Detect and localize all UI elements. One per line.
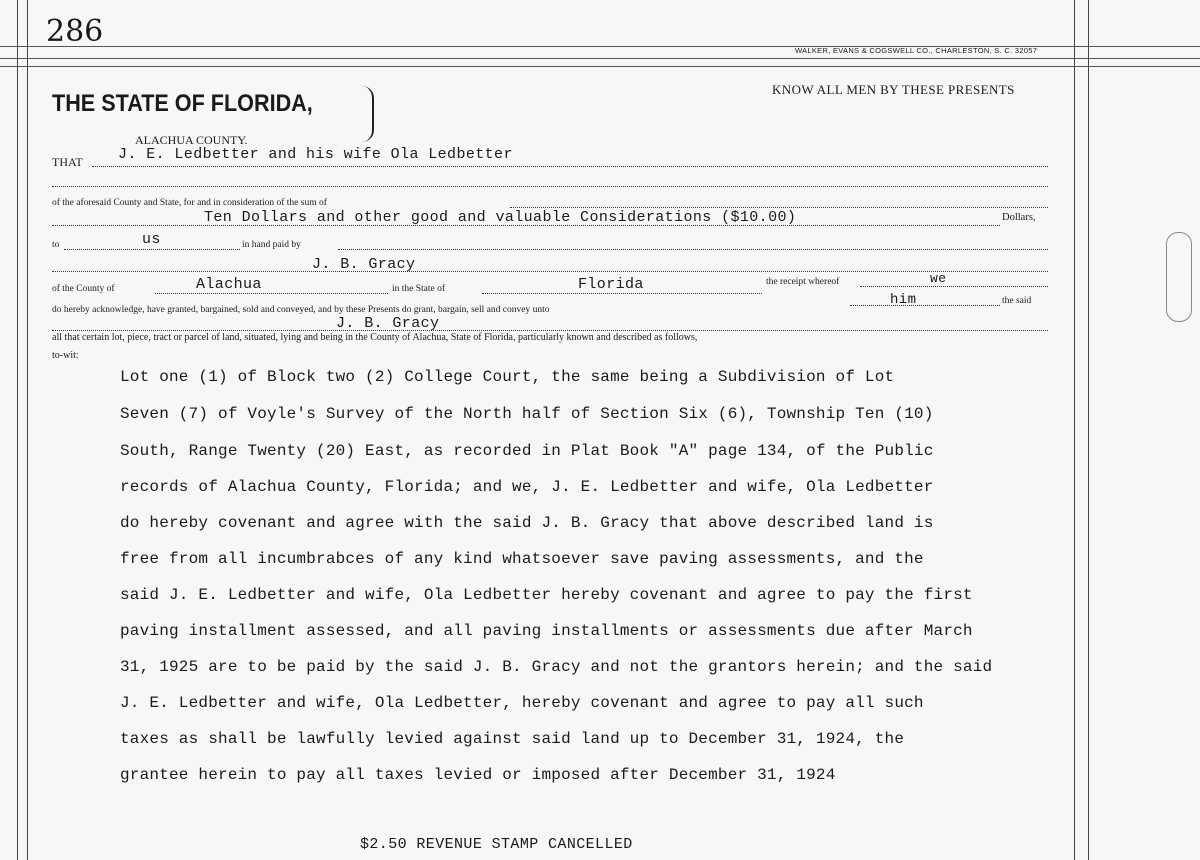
consideration-dots [510,207,1048,208]
to-label: to [52,240,60,250]
frame-left-line [17,0,18,860]
legal-text-line: free from all incumbrabces of any kind whatsoever save paving assessments, and the [120,550,924,568]
that-label: THAT [52,155,83,169]
state-title: THE STATE OF FLORIDA, [52,90,313,117]
county-field: Alachua [196,276,262,293]
convey-dots [850,305,1000,306]
convey-field: him [890,292,917,308]
frame-right-line-2 [1088,0,1089,860]
consideration-dots-2 [52,225,1000,226]
printer-imprint: WALKER, EVANS & COGSWELL CO., CHARLESTON, S. C. 32057 [795,46,1038,55]
legal-text-line: said J. E. Ledbetter and wife, Ola Ledbetter hereby covenant and agree to pay the first [120,586,973,604]
county-brace [362,86,374,142]
legal-text-line: paving installment assessed, and all paving installments or assessments due after March [120,622,973,640]
binder-clip [1166,232,1192,322]
legal-text-line: J. E. Ledbetter and wife, Ola Ledbetter, hereby covenant and agree to pay all such [120,694,924,712]
consideration-field: Ten Dollars and other good and valuable Considerations ($10.00) [204,209,797,226]
legal-text-line: do hereby covenant and agree with the said J. B. Gracy that above described land is [120,514,934,532]
legal-text-line: grantee herein to pay all taxes levied or imposed after December 31, 1924 [120,766,836,784]
dollars-label: Dollars, [1002,212,1036,223]
frame-left-line-2 [27,0,28,860]
convey-label: do hereby acknowledge, have granted, bargained, sold and conveyed, and by these Presents do grant, bargain, sell and convey unto [52,305,550,315]
description-label: all that certain lot, piece, tract or parcel of land, situated, lying and being in the County of Alachua, State of Florida, particularly known and described as follows, [52,332,698,343]
county-dots [155,293,388,294]
to-wit-label: to-wit: [52,350,79,361]
legal-text-line: records of Alachua County, Florida; and we, J. E. Ledbetter and wife, Ola Ledbetter [120,478,934,496]
legal-text-line: South, Range Twenty (20) East, as recorded in Plat Book "A" page 134, of the Public [120,442,934,460]
consideration-label: of the aforesaid County and State, for and in consideration of the sum of [52,198,327,208]
paid-by-dots [338,249,1048,250]
legal-text-line: Seven (7) of Voyle's Survey of the North half of Section Six (6), Township Ten (10) [120,405,934,423]
page-number: 286 [46,14,104,49]
grantors-field: J. E. Ledbetter and his wife Ola Ledbetter [118,146,513,163]
grantee-field: J. B. Gracy [312,256,416,273]
county-of-label: of the County of [52,284,115,294]
receipt-field: we [930,271,947,286]
to-field: us [142,231,161,248]
revenue-stamp-note: $2.50 REVENUE STAMP CANCELLED [360,836,633,853]
preamble: KNOW ALL MEN BY THESE PRESENTS [772,82,1015,97]
grantee-repeat-field: J. B. Gracy [336,315,440,332]
receipt-label: the receipt whereof [766,277,840,287]
that-dots [92,166,1048,167]
legal-text-line: taxes as shall be lawfully levied against said land up to December 31, 1924, the [120,730,905,748]
paid-by-label: in hand paid by [242,240,301,250]
receipt-dots [860,286,1048,287]
legal-text-line: Lot one (1) of Block two (2) College Court, the same being a Subdivision of Lot [120,368,895,386]
grantee-dots [52,271,1048,272]
frame-right-line [1074,0,1075,860]
the-said-label: the said [1002,296,1032,306]
header-rule-3 [0,66,1200,67]
county-label: ALACHUA COUNTY. [135,133,248,147]
header-rule-2 [0,58,1200,59]
legal-text-line: 31, 1925 are to be paid by the said J. B. Gracy and not the grantors herein; and the said [120,658,993,676]
grantee-repeat-dots [52,330,1048,331]
state-of-label: in the State of [392,284,446,294]
to-dots [64,249,240,250]
state-field: Florida [578,276,644,293]
blank-line-1 [52,186,1048,187]
state-dots [482,293,762,294]
